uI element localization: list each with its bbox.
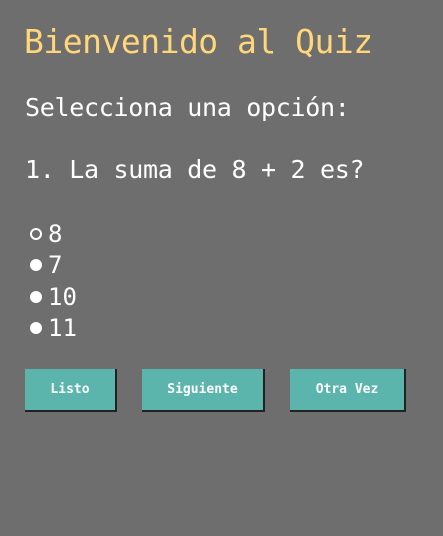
radio-icon[interactable] [30,322,42,334]
page-title: Bienvenido al Quiz [24,22,373,61]
question-text: 1. La suma de 8 + 2 es? [25,155,365,184]
option-label: 11 [48,314,77,343]
radio-icon[interactable] [30,259,42,271]
option-label: 10 [48,282,77,311]
option-11[interactable] [30,313,77,345]
option-7[interactable] [30,250,77,282]
option-label: 8 [48,219,63,248]
instruction-text: Selecciona una opción: [25,93,350,122]
siguiente-button[interactable]: Siguiente [142,369,265,412]
option-label: 7 [48,251,63,280]
radio-icon[interactable] [30,291,42,303]
radio-icon[interactable] [30,228,42,240]
answer-options [30,218,77,344]
option-8[interactable] [30,218,77,250]
otra-vez-button[interactable]: Otra Vez [290,369,406,412]
listo-button[interactable]: Listo [25,369,117,412]
option-10[interactable] [30,281,77,313]
